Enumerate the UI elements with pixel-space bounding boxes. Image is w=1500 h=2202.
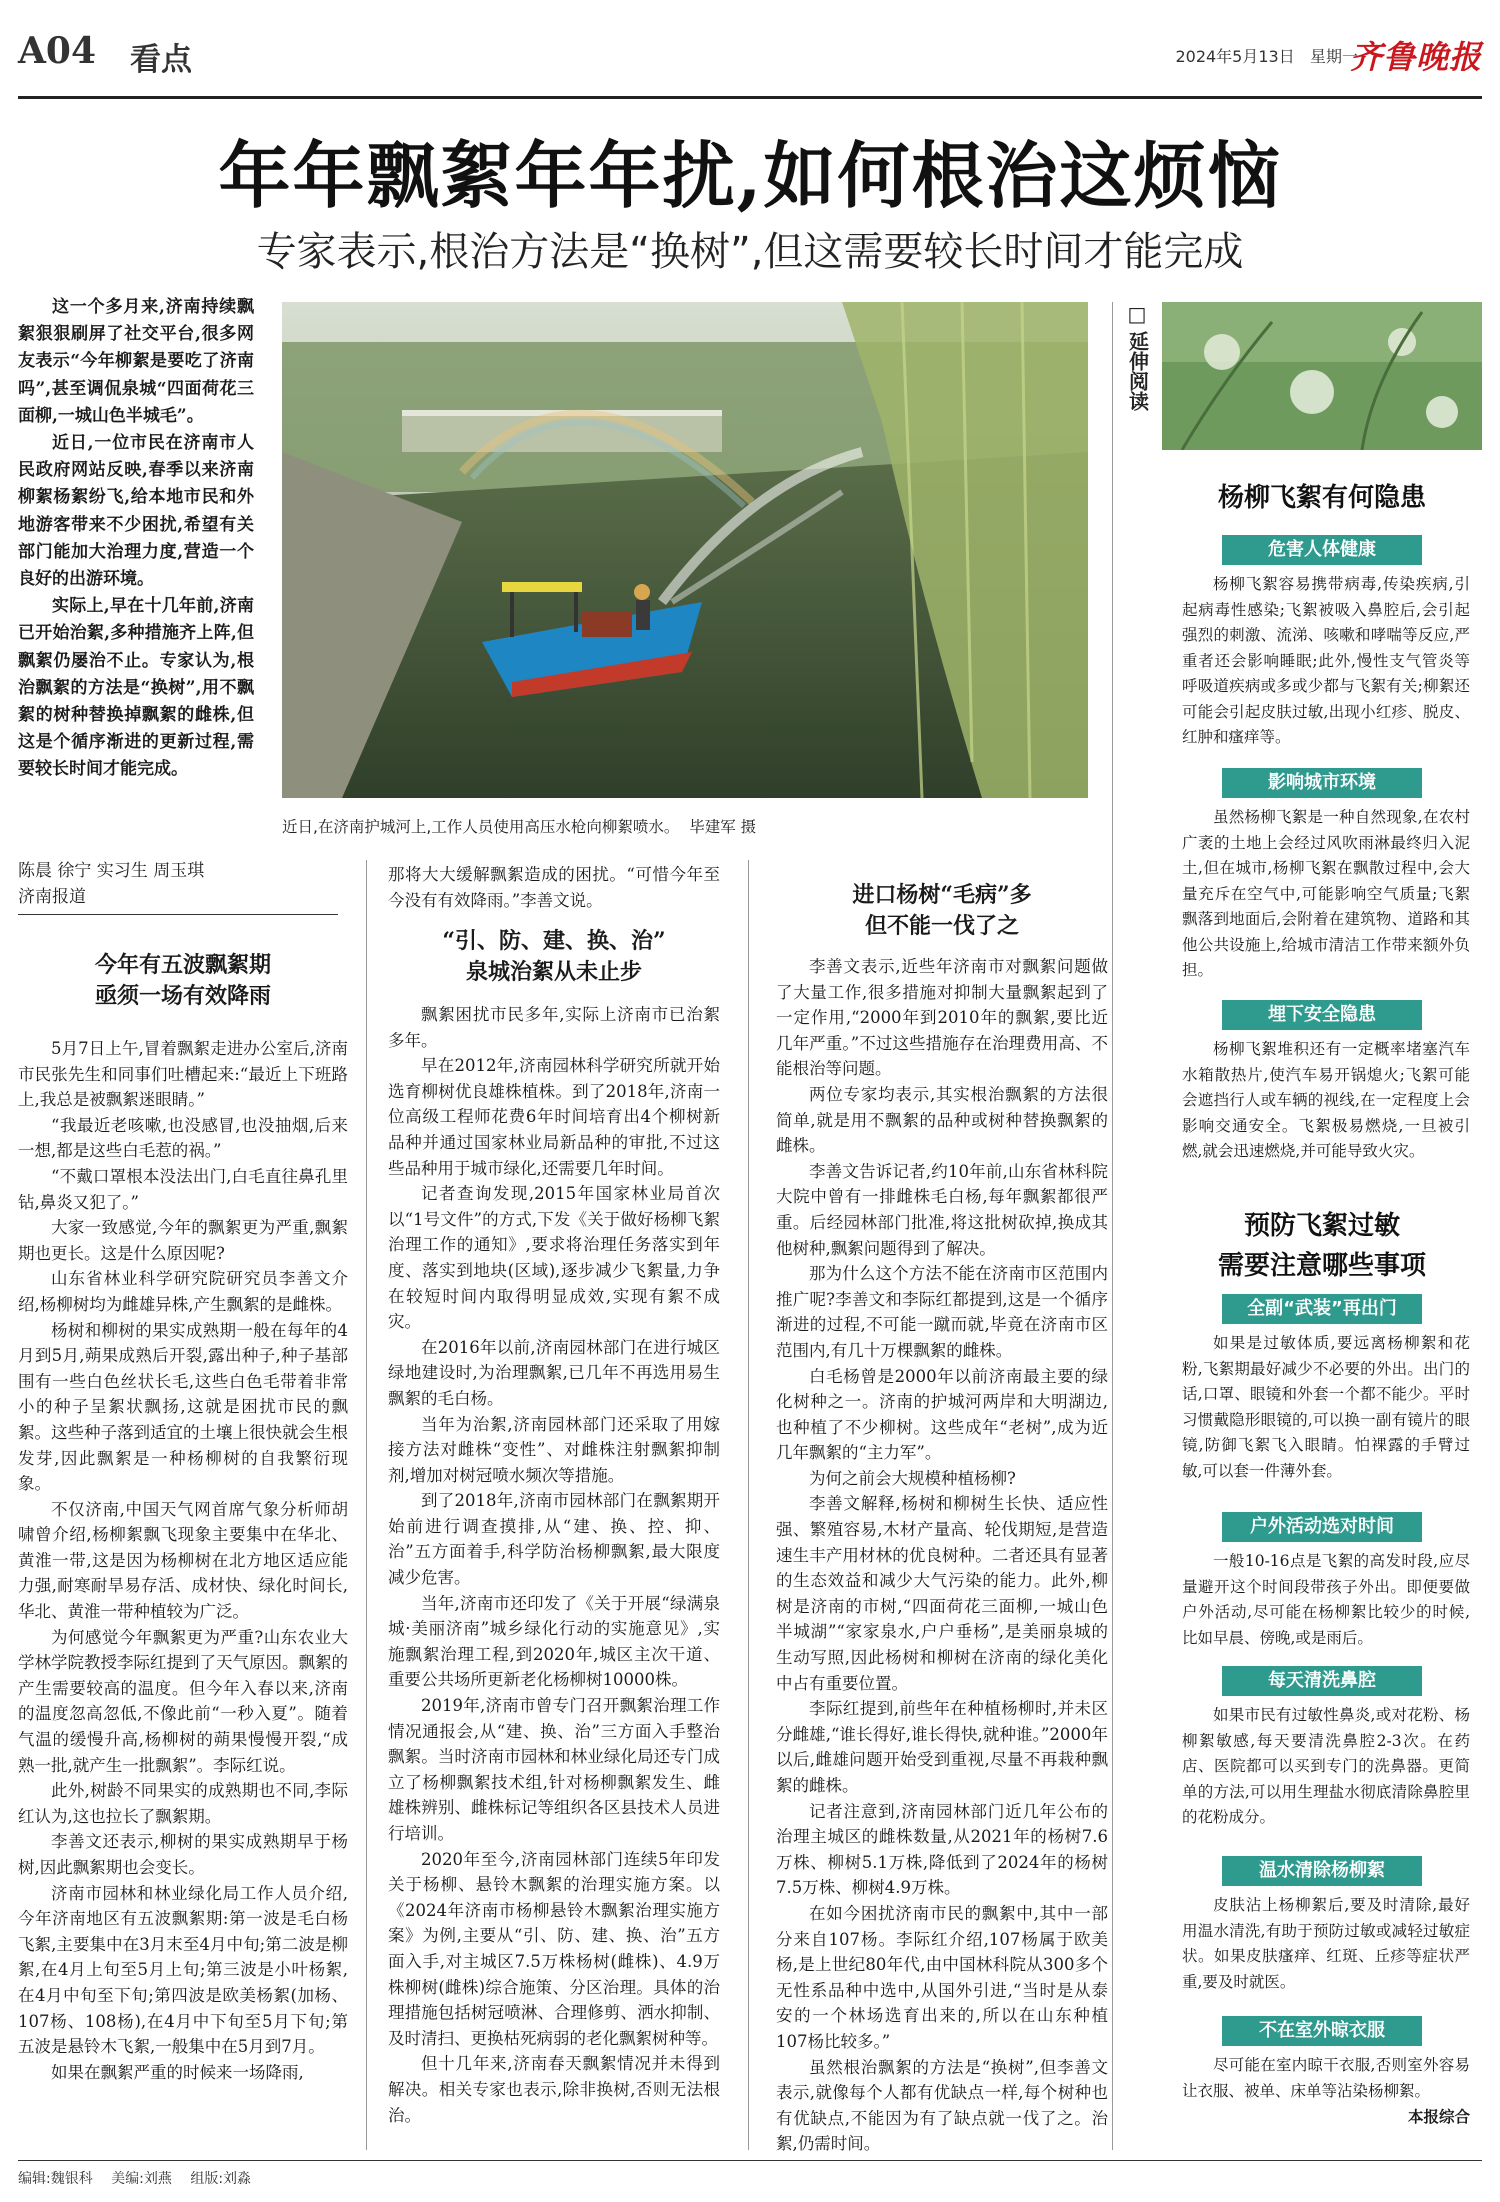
sidebar-tag: 每天清洗鼻腔 (1222, 1666, 1422, 1696)
sidebar-image (1162, 302, 1482, 450)
title-line: 预防飞絮过敏 (1243, 1211, 1400, 1241)
newspaper-logo: 齐鲁晚报 (1349, 38, 1482, 76)
sidebar-tag: 埋下安全隐患 (1222, 1000, 1422, 1030)
paragraph: 记者查询发现,2015年国家林业局首次以“1号文件”的方式,下发《关于做好杨柳飞絮治理工作的通知》,要求将治理任务落实到年度、落实到地块(区域),逐步减少飞絮量,力争在较短时间内取得明显成效,实现有絮不成灾。 (388, 1184, 720, 1332)
subtitle-line: 泉城治絮从未止步 (465, 959, 642, 985)
date: 2024年5月13日 (1175, 47, 1295, 66)
column-2 (388, 1002, 720, 2128)
paragraph: 为何感觉今年飘絮更为严重?山东农业大学林学院教授李际红提到了天气原因。飘絮的产生需要较高的温度。但今年入春以来,济南的温度忽高忽低,不像此前“一秒入夏”。随着气温的缓慢升高,杨柳树的蒴果慢慢开裂,“成熟一批,就产生一批飘絮”。李际红说。 (18, 1627, 348, 1775)
news-photo (282, 302, 1088, 798)
paragraph: 那将大大缓解飘絮造成的困扰。“可惜今年至今没有有效降雨。”李善文说。 (388, 865, 720, 910)
paragraph: 到了2018年,济南市园林部门在飘絮期开始前进行调查摸排,从“建、换、控、抑、治”五方面着手,科学防治杨柳飘絮,最大限度减少危害。 (388, 1491, 720, 1588)
section-subtitle (776, 880, 1108, 942)
sidebar-label (1122, 302, 1152, 411)
paragraph: 当年,济南市还印发了《关于开展“绿满泉城·美丽济南”城乡绿化行动的实施意见》,实施飘絮治理工程,到2020年,城区主次干道、重要公共场所更新老化杨柳树10000株。 (388, 1593, 720, 1690)
paragraph: 记者注意到,济南园林部门近几年公布的治理主城区的雌株数量,从2021年的杨树7.6万株、柳树5.1万株,降低到了2024年的杨树7.5万株、柳树4.9万株。 (776, 1801, 1108, 1898)
sidebar-text (1182, 2053, 1470, 2130)
sidebar-text (1182, 1703, 1470, 1831)
intro-paragraph: 这一个多月来,济南持续飘絮狠狠刷屏了社交平台,很多网友表示“今年柳絮是要吃了济南吗”,甚至调侃泉城“四面荷花三面柳,一城山色半城毛”。 (18, 297, 254, 426)
sidebar-text (1182, 1037, 1470, 1165)
authors: 陈晨 徐宁 实习生 周玉琪 (18, 861, 205, 881)
sidebar-tag: 全副“武装”再出门 (1222, 1294, 1422, 1324)
byline-rule (18, 914, 338, 915)
intro-paragraph: 近日,一位市民在济南市人民政府网站反映,春季以来济南柳絮杨絮纷飞,给本地市民和外地游客带来不少困扰,希望有关部门能加大治理力度,营造一个良好的出游环境。 (18, 433, 254, 590)
sidebar-text (1182, 1549, 1470, 1651)
paragraph: 大家一致感觉,今年的飘絮更为严重,飘絮期也更长。这是什么原因呢? (18, 1218, 348, 1263)
paragraph: 如果在飘絮严重的时候来一场降雨, (51, 2062, 304, 2082)
paragraph: 杨柳飞絮堆积还有一定概率堵塞汽车水箱散热片,使汽车易开锅熄火;飞絮可能会遮挡行人或车辆的视线,在一定程度上会影响交通安全。飞絮极易燃烧,一旦被引燃,就会迅速燃烧,并可能导致火灾。 (1182, 1040, 1470, 1160)
paragraph: 虽然杨柳飞絮是一种自然现象,在农村广袤的土地上会经过风吹雨淋最终归入泥土,但在城市,杨柳飞絮在飘散过程中,会大量充斥在空气中,可能影响空气质量;飞絮飘落到地面后,会附着在建筑物、道路和其他公共设施上,给城市清洁工作带来额外负担。 (1182, 808, 1470, 979)
paragraph: 在2016年以前,济南园林部门在进行城区绿地建设时,为治理飘絮,已几年不再选用易生飘絮的毛白杨。 (388, 1337, 720, 1408)
sidebar-tag: 不在室外晾衣服 (1222, 2016, 1422, 2046)
footer-credits (18, 2168, 265, 2188)
designer-credit: 美编:刘燕 (111, 2171, 172, 2187)
photo-caption (282, 815, 1088, 837)
paragraph: 飘絮困扰市民多年,实际上济南市已治絮多年。 (388, 1005, 720, 1050)
paragraph: 2019年,济南市曾专门召开飘絮治理工作情况通报会,从“建、换、治”三方面入手整治飘絮。当时济南市园林和林业绿化局还专门成立了杨柳飘絮技术组,针对杨柳飘絮发生、雌雄株辨别、雌株标记等组织各区县技术人员进行培训。 (388, 1696, 720, 1843)
column-2-lead (388, 862, 720, 913)
paragraph: 在如今困扰济南市民的飘絮中,其中一部分来自107杨。李际红介绍,107杨属于欧美杨,是上世纪80年代,由中国林科院从300多个无性系品种中选中,从国外引进,“当时是从泰安的一个林场选育出来的,所以在山东种植107杨比较多。” (776, 1903, 1108, 2051)
weekday: 星期一 (1309, 47, 1358, 66)
subtitle-line: 今年有五波飘絮期 (94, 952, 271, 978)
byline-location: 济南报道 (18, 887, 86, 907)
paragraph: 两位专家均表示,其实根治飘絮的方法很简单,就是用不飘絮的品种或树种替换飘絮的雌株。 (776, 1084, 1108, 1156)
page-number: A04 (18, 30, 97, 72)
paragraph: 但十几年来,济南春天飘絮情况并未得到解决。相关专家也表示,除非换树,否则无法根治。 (388, 2054, 720, 2125)
section-name: 看点 (130, 42, 192, 78)
column-1 (18, 1036, 348, 2085)
paragraph: 李善文告诉记者,约10年前,山东省林科院大院中曾有一排雌株毛白杨,每年飘絮都很严重。后经园林部门批准,将这批树砍掉,换成其他树种,飘絮问题得到了解决。 (776, 1161, 1108, 1258)
paragraph: 李际红提到,前些年在种植杨柳时,并未区分雌雄,“谁长得好,谁长得快,就种谁。”2000年以后,雌雄问题开始受到重视,尽量不再栽种飘絮的雌株。 (776, 1699, 1108, 1795)
caption-text: 近日,在济南护城河上,工作人员使用高压水枪向柳絮喷水。 (282, 818, 680, 836)
willow-catkin-image (1162, 302, 1482, 450)
intro-paragraph: 实际上,早在十几年前,济南已开始治絮,多种措施齐上阵,但飘絮仍屡治不止。专家认为,根治飘絮的方法是“换树”,用不飘絮的树种替换掉飘絮的雌株,但这是个循序渐进的更新过程,需要较长时间才能完成。 (18, 596, 254, 780)
sidebar-text (1182, 1893, 1470, 1995)
paragraph: 不仅济南,中国天气网首席气象分析师胡啸曾介绍,杨柳絮飘飞现象主要集中在华北、黄淮一带,这是因为杨柳树在北方地区适应能力强,耐寒耐旱易存活、成材快、绿化时间长,华北、黄淮一带种植较为广泛。 (18, 1499, 348, 1622)
intro-text (18, 294, 254, 784)
sidebar-tag: 温水清除杨柳絮 (1222, 1856, 1422, 1886)
paragraph: 那为什么这个方法不能在济南市区范围内推广呢?李善文和李际红都提到,这是一个循序渐进的过程,不可能一蹴而就,毕竟在济南市区范围内,有几十万棵飘絮的雌株。 (776, 1264, 1108, 1360)
dateline (1175, 44, 1358, 67)
sidebar-tag: 户外活动选对时间 (1222, 1512, 1422, 1542)
paragraph: 李善文还表示,柳树的果实成熟期早于杨树,因此飘絮期也会变长。 (18, 1832, 348, 1877)
subtitle-line: “引、防、建、换、治” (442, 928, 666, 954)
paragraph: 虽然根治飘絮的方法是“换树”,但李善文表示,就像每个人都有优缺点一样,每个树种也有优缺点,不能因为有了缺点就一伐了之。治絮,仍需时间。 (776, 2057, 1108, 2154)
paragraph: 2020年至今,济南园林部门连续5年印发关于杨柳、悬铃木飘絮的治理实施方案。以《2024年济南市杨柳悬铃木飘絮治理实施方案》为例,主要从“引、防、建、换、治”五方面入手,对主城区7.5万株杨树(雌株)、4.9万株柳树(雌株)综合施策、分区治理。具体的治理措施包括树冠喷淋、合理修剪、洒水抑制、及时清扫、更换枯死病弱的老化飘絮树种等。 (388, 1849, 720, 2048)
column-divider (748, 860, 749, 2150)
subtitle-line: 进口杨树“毛病”多 (852, 882, 1032, 908)
paragraph: 尽可能在室内晾干衣服,否则室外容易让衣服、被单、床单等沾染杨柳絮。 (1182, 2056, 1470, 2100)
editor-credit: 编辑:魏银科 (18, 2171, 93, 2187)
column-3 (776, 954, 1108, 2157)
sidebar-text (1182, 1331, 1470, 1484)
masthead (18, 30, 1482, 90)
paragraph: 当年为治絮,济南园林部门还采取了用嫁接方法对雌株“变性”、对雌株注射飘絮抑制剂,增加对树冠喷水频次等措施。 (388, 1414, 720, 1485)
paragraph: 济南市园林和林业绿化局工作人员介绍,今年济南地区有五波飘絮期:第一波是毛白杨飞絮,主要集中在3月末至4月中旬;第二波是柳絮,在4月上旬至5月上旬;第三波是小叶杨絮,在4月中旬至下旬;第四波是欧美杨絮(加杨、107杨、108杨),在4月中下旬至5月下旬;第五波是悬铃木飞絮,一般集中在5月到7月。 (18, 1883, 348, 2057)
sidebar-tag: 影响城市环境 (1222, 768, 1422, 798)
byline (18, 858, 348, 910)
river-boat-photo (282, 302, 1088, 798)
paragraph: 为何之前会大规模种植杨柳? (809, 1468, 1016, 1488)
paragraph: “不戴口罩根本没法出门,白毛直往鼻孔里钻,鼻炎又犯了。” (18, 1166, 348, 1212)
sidebar-label-text: 延伸阅读 (1125, 331, 1150, 411)
headline: 年年飘絮年年扰,如何根治这烦恼 (218, 133, 1282, 218)
subtitle-line: 但不能一伐了之 (864, 913, 1019, 939)
photo-credit: 毕建军 摄 (689, 818, 757, 836)
paragraph: “我最近老咳嗽,也没感冒,也没抽烟,后来一想,都是这些白毛惹的祸。” (18, 1115, 348, 1161)
sidebar-tag: 危害人体健康 (1222, 535, 1422, 565)
paragraph: 5月7日上午,冒着飘絮走进办公室后,济南市民张先生和同事们吐槽起来:“最近上下班路上,我总是被飘絮迷眼睛。” (18, 1039, 348, 1110)
paragraph: 早在2012年,济南园林科学研究所就开始选育柳树优良雄株植株。到了2018年,济南一位高级工程师花费6年时间培育出4个柳树新品种并通过国家林业局新品种的审批,不过这些品种用于城市绿化,还需要几年时间。 (388, 1056, 720, 1178)
sidebar-title (1162, 1206, 1482, 1286)
paragraph: 杨树和柳树的果实成熟期一般在每年的4月到5月,蒴果成熟后开裂,露出种子,种子基部围有一些白色丝状长毛,这些白色毛带着非常小的种子呈絮状飘扬,这就是困扰市民的飘絮。这些种子落到适宜的土壤上很快就会生根发芽,因此飘絮是一种杨柳树的自我繁衍现象。 (18, 1320, 348, 1494)
paragraph: 李善文表示,近些年济南市对飘絮问题做了大量工作,很多措施对抑制大量飘絮起到了一定作用,“2000年到2010年的飘絮,要比近几年严重。”不过这些措施存在治理费用高、不能根治等问题。 (776, 957, 1108, 1079)
header-rule (18, 96, 1482, 99)
paragraph: 白毛杨曾是2000年以前济南最主要的绿化树种之一。济南的护城河两岸和大明湖边,也种植了不少柳树。这些成年“老树”,成为近几年飘絮的“主力军”。 (776, 1366, 1108, 1463)
paragraph: 如果是过敏体质,要远离杨柳絮和花粉,飞絮期最好减少不必要的外出。出门的话,口罩、眼镜和外套一个都不能少。平时习惯戴隐形眼镜的,可以换一副有镜片的眼镜,防御飞絮飞入眼睛。怕裸露的手臂过敏,可以套一件薄外套。 (1182, 1334, 1470, 1480)
paragraph: 一般10-16点是飞絮的高发时段,应尽量避开这个时间段带孩子外出。即便要做户外活动,尽可能在杨柳絮比较少的时候,比如早晨、傍晚,或是雨后。 (1182, 1552, 1470, 1647)
section-subtitle (388, 926, 720, 988)
subtitle-line: 亟须一场有效降雨 (94, 983, 271, 1009)
sidebar-credit: 本报综合 (1407, 2107, 1470, 2126)
square-icon: □ (1127, 302, 1147, 326)
column-divider (366, 860, 367, 2150)
paragraph: 如果市民有过敏性鼻炎,或对花粉、杨柳絮敏感,每天要清洗鼻腔2-3次。在药店、医院都可以买到专门的洗鼻器。更简单的方法,可以用生理盐水彻底清除鼻腔里的花粉成分。 (1182, 1706, 1470, 1826)
sidebar-text (1182, 572, 1470, 751)
layout-credit: 组版:刘淼 (190, 2171, 252, 2187)
sidebar-text (1182, 805, 1470, 984)
section-subtitle (18, 950, 348, 1012)
title-line: 需要注意哪些事项 (1217, 1251, 1426, 1281)
paragraph: 杨柳飞絮容易携带病毒,传染疾病,引起病毒性感染;飞絮被吸入鼻腔后,会引起强烈的刺激、流涕、咳嗽和哮喘等反应,严重者还会影响睡眠;此外,慢性支气管炎等呼吸道疾病或多或少都与飞絮有关;柳絮还可能会引起皮肤过敏,出现小红疹、脱皮、红肿和瘙痒等。 (1182, 575, 1470, 746)
subheadline: 专家表示,根治方法是“换树”,但这需要较长时间才能完成 (256, 229, 1244, 275)
paragraph: 皮肤沾上杨柳絮后,要及时清除,最好用温水清洗,有助于预防过敏或减轻过敏症状。如果皮肤瘙痒、红斑、丘疹等症状严重,要及时就医。 (1182, 1896, 1470, 1991)
paragraph: 李善文解释,杨树和柳树生长快、适应性强、繁殖容易,木材产量高、轮伐期短,是营造速生丰产用材林的优良树种。二者还具有显著的生态效益和减少大气污染的能力。此外,柳树是济南的市树,“四面荷花三面柳,一城山色半城湖”“家家泉水,户户垂杨”,是美丽泉城的生动写照,因此杨树和柳树在济南的绿化美化中占有重要位置。 (776, 1494, 1108, 1693)
column-divider (1112, 302, 1113, 2150)
footer-rule (18, 2160, 1482, 2161)
paragraph: 山东省林业科学研究院研究员李善文介绍,杨柳树均为雌雄异株,产生飘絮的是雌株。 (18, 1269, 348, 1314)
sidebar-title: 杨柳飞絮有何隐患 (1217, 483, 1426, 513)
paragraph: 此外,树龄不同果实的成熟期也不同,李际红认为,这也拉长了飘絮期。 (18, 1781, 348, 1826)
